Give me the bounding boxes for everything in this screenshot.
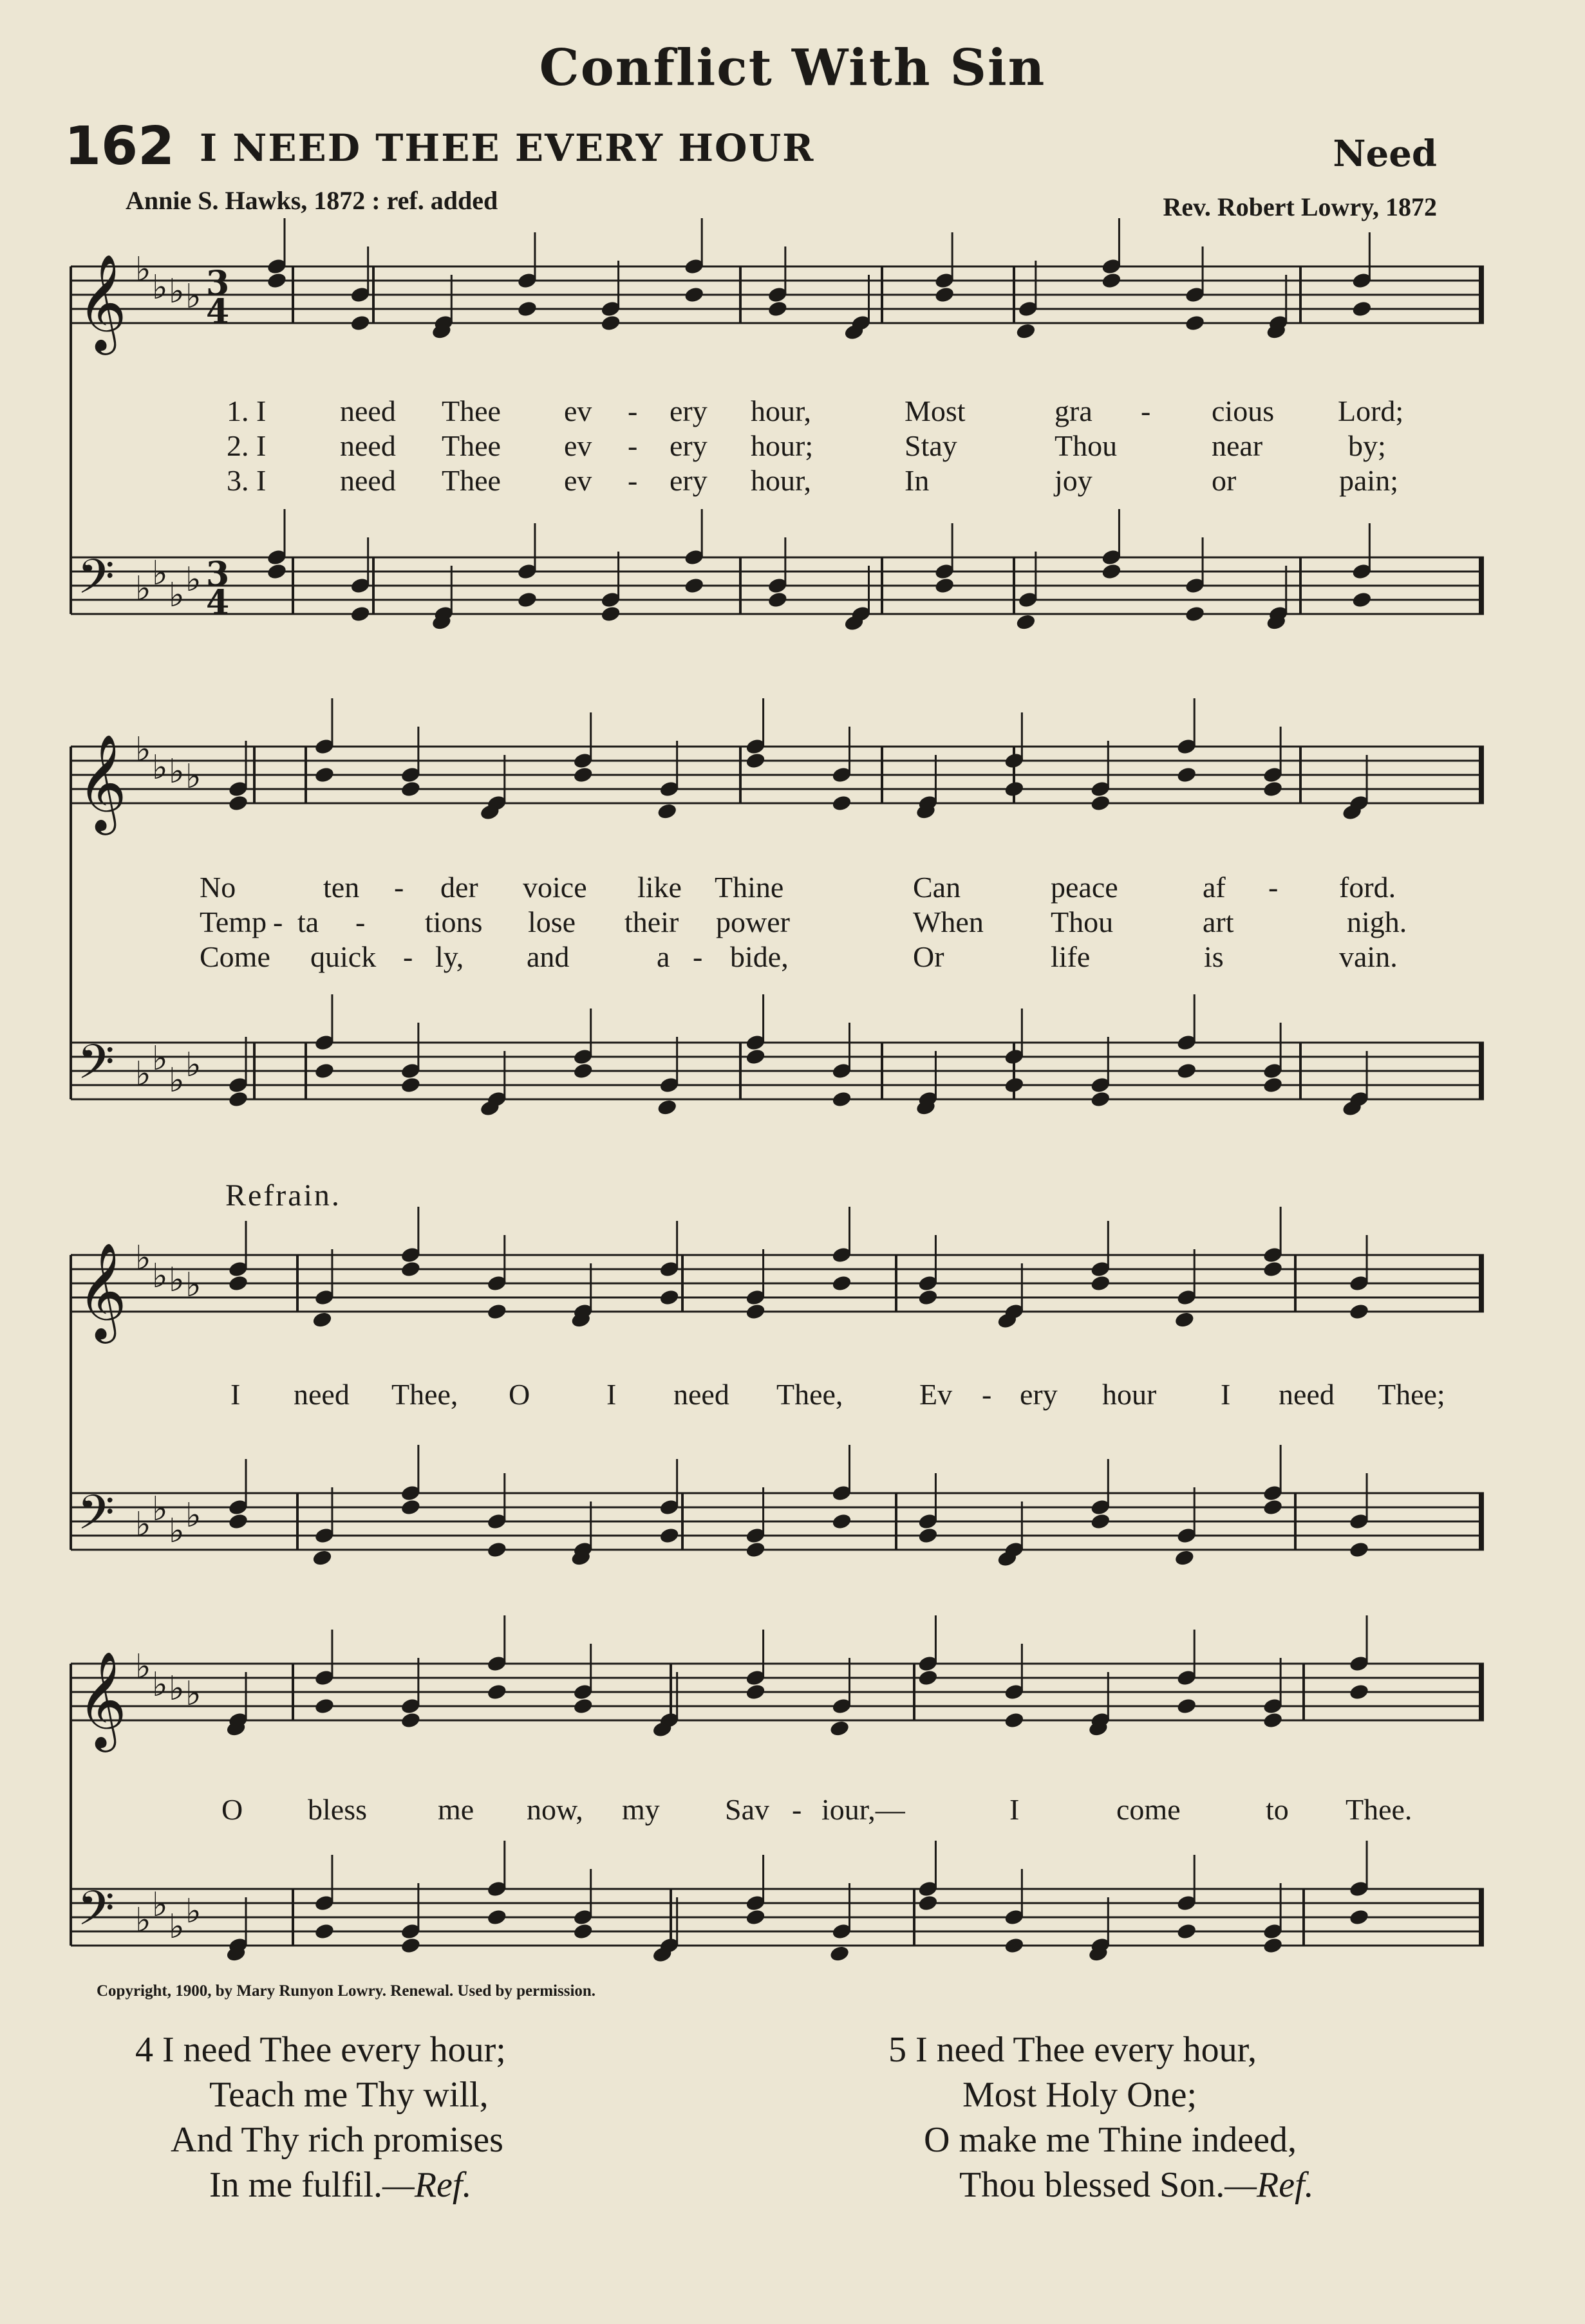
lyric-word: In: [905, 464, 930, 497]
note-head: [1176, 1062, 1197, 1080]
note-head: [1174, 1548, 1195, 1566]
note-head: [1351, 591, 1373, 609]
flat-sign: ♭: [185, 1266, 202, 1305]
stanza-line: Most Holy One;: [962, 2075, 1197, 2115]
lyric-word: I: [230, 1378, 241, 1411]
note-head: [1184, 605, 1205, 623]
author-credit: Annie S. Hawks, 1872 : ref. added: [126, 186, 498, 215]
note-head: [1348, 1541, 1369, 1559]
note-head: [657, 1098, 678, 1116]
lyric-word: 2. I: [227, 429, 267, 462]
flat-sign: ♭: [185, 1496, 202, 1535]
stanza-line: In me fulfil.: [209, 2165, 383, 2205]
note-head: [1090, 794, 1111, 812]
lyric-word: and: [527, 940, 570, 973]
note-head: [1004, 1711, 1025, 1729]
stanza-line: Teach me Thy will,: [209, 2075, 489, 2115]
note-head: [1090, 1512, 1111, 1530]
flat-sign: ♭: [169, 752, 185, 791]
note-head: [745, 1541, 766, 1559]
lyric-word: me: [438, 1793, 474, 1826]
lyric-word: -: [693, 940, 703, 973]
note-head: [314, 766, 335, 784]
flat-sign: ♭: [135, 1901, 151, 1940]
copyright-notice: Copyright, 1900, by Mary Runyon Lowry. Renewal. Used by permission.: [97, 1982, 596, 2000]
lyric-word: need: [340, 464, 396, 497]
stanza-line: 5 I need Thee every hour,: [888, 2030, 1257, 2070]
refrain-reference: —Ref.: [1224, 2165, 1314, 2205]
lyric-word: nigh.: [1347, 906, 1407, 938]
bass-clef: 𝄢: [77, 1881, 115, 1948]
note-head: [486, 1908, 507, 1926]
note-head: [600, 314, 621, 332]
note-head: [1176, 1697, 1197, 1715]
note-head: [400, 1937, 421, 1955]
lyric-word: -: [273, 906, 283, 938]
lyric-word: I: [1009, 1793, 1020, 1826]
flat-sign: ♭: [185, 1892, 202, 1931]
flat-sign: ♭: [152, 1039, 168, 1078]
note-head: [1174, 1310, 1195, 1328]
flat-sign: ♭: [169, 1669, 185, 1708]
flat-sign: ♭: [169, 1061, 185, 1100]
note-head: [745, 1908, 766, 1926]
lyric-word: -: [403, 940, 413, 973]
note-head: [266, 562, 287, 581]
flat-sign: ♭: [135, 250, 151, 289]
lyric-word: joy: [1055, 464, 1093, 497]
note-head: [1176, 1922, 1197, 1940]
lyric-word: Stay: [905, 429, 957, 462]
note-head: [486, 1683, 507, 1701]
lyric-word: O: [509, 1378, 530, 1411]
bass-clef: 𝄢: [77, 1034, 115, 1102]
note-head: [1262, 1937, 1284, 1955]
note-head: [227, 1090, 249, 1108]
stanza-4: [135, 2027, 506, 2208]
note-head: [1101, 562, 1122, 581]
stanza-line: 4 I need Thee every hour;: [135, 2030, 506, 2070]
lyric-word: their: [624, 906, 679, 938]
lyric-word: art: [1203, 906, 1234, 938]
flat-sign: ♭: [135, 1055, 151, 1093]
lyric-word: Come: [200, 940, 270, 973]
lyric-word: ev: [564, 429, 592, 462]
treble-clef: 𝄞: [77, 1650, 127, 1748]
lyric-word: ery: [670, 464, 708, 497]
lyric-word: power: [716, 906, 790, 938]
flat-sign: ♭: [185, 277, 202, 316]
refrain-reference: —Ref.: [382, 2165, 472, 2205]
lyric-word: Thou: [1051, 906, 1114, 938]
lyric-word: quick: [310, 940, 377, 973]
treble-clef: 𝄞: [77, 733, 127, 831]
lyric-word: like: [637, 871, 682, 904]
lyric-word: Ev: [919, 1378, 953, 1411]
lyric-word: -: [982, 1378, 992, 1411]
note-head: [314, 1062, 335, 1080]
flat-sign: ♭: [152, 1666, 168, 1704]
lyric-word: now,: [527, 1793, 583, 1826]
treble-clef: 𝄞: [77, 1241, 127, 1339]
lyric-word: Sav: [725, 1793, 769, 1826]
time-signature-top: 3: [206, 264, 230, 303]
note-head: [227, 1512, 249, 1530]
note-head: [266, 272, 287, 290]
note-head: [1262, 1711, 1284, 1729]
note-head: [1262, 1498, 1284, 1516]
lyric-word: Or: [913, 940, 944, 973]
lyric-word: -: [1268, 871, 1279, 904]
lyric-word: need: [294, 1378, 350, 1411]
lyric-word: ev: [564, 395, 592, 427]
flat-sign: ♭: [152, 268, 168, 307]
lyric-word: Thee: [442, 395, 501, 427]
note-head: [312, 1548, 333, 1566]
note-head: [486, 1303, 507, 1321]
lyric-word: 1. I: [227, 395, 267, 427]
lyric-word: hour,: [751, 464, 811, 497]
flat-sign: ♭: [169, 1908, 185, 1946]
note-head: [1101, 272, 1122, 290]
lyric-word: to: [1266, 1793, 1289, 1826]
note-head: [917, 1527, 939, 1545]
lyric-word: ford.: [1339, 871, 1396, 904]
lyric-word: or: [1212, 464, 1237, 497]
note-head: [400, 1498, 421, 1516]
time-signature-top: 3: [206, 555, 230, 594]
note-head: [1348, 1908, 1369, 1926]
lyric-word: lose: [528, 906, 576, 938]
lyric-word: -: [394, 871, 404, 904]
note-head: [1351, 300, 1373, 318]
section-title: Conflict With Sin: [539, 39, 1046, 97]
treble-clef: 𝄞: [77, 253, 127, 351]
flat-sign: ♭: [135, 1648, 151, 1686]
note-head: [767, 300, 788, 318]
lyric-word: cious: [1212, 395, 1275, 427]
refrain-label: Refrain.: [225, 1178, 341, 1213]
lyric-word: ery: [670, 395, 708, 427]
lyric-word: by;: [1348, 429, 1386, 462]
note-head: [1090, 1090, 1111, 1108]
stanza-line: And Thy rich promises: [171, 2120, 503, 2160]
lyric-word: a: [657, 940, 670, 973]
note-head: [572, 1062, 594, 1080]
tune-name: Need: [1333, 133, 1437, 175]
lyric-word: iour,—: [821, 1793, 905, 1826]
note-head: [1348, 1683, 1369, 1701]
flat-sign: ♭: [135, 570, 151, 608]
note-head: [684, 286, 705, 304]
lyric-word: Thine: [715, 871, 784, 904]
lyric-word: bless: [308, 1793, 367, 1826]
flat-sign: ♭: [152, 748, 168, 787]
lyric-word: need: [1279, 1378, 1335, 1411]
note-head: [227, 794, 249, 812]
note-head: [600, 605, 621, 623]
lyric-word: No: [200, 871, 236, 904]
flat-sign: ♭: [152, 1490, 168, 1529]
note-head: [400, 1711, 421, 1729]
note-head: [1348, 1303, 1369, 1321]
lyric-word: is: [1204, 940, 1224, 973]
note-head: [1262, 1076, 1284, 1094]
note-head: [917, 1894, 939, 1912]
note-head: [400, 1076, 421, 1094]
lyric-word: Thee: [442, 429, 501, 462]
flat-sign: ♭: [185, 561, 202, 599]
note-head: [1004, 780, 1025, 798]
lyric-word: need: [673, 1378, 729, 1411]
note-head: [657, 802, 678, 820]
bass-clef: 𝄢: [77, 549, 115, 617]
lyric-word: hour;: [751, 429, 814, 462]
lyric-word: ta: [297, 906, 319, 938]
flat-sign: ♭: [169, 1261, 185, 1299]
flat-sign: ♭: [135, 1505, 151, 1544]
lyric-word: ev: [564, 464, 592, 497]
flat-sign: ♭: [185, 758, 202, 796]
note-head: [1015, 322, 1036, 340]
lyric-word: Thou: [1055, 429, 1118, 462]
lyric-word: come: [1116, 1793, 1181, 1826]
note-head: [1004, 1076, 1025, 1094]
lyric-word: bide,: [730, 940, 789, 973]
lyric-word: I: [1221, 1378, 1231, 1411]
lyric-word: When: [913, 906, 984, 938]
lyric-word: near: [1212, 429, 1263, 462]
note-head: [829, 1944, 850, 1962]
flat-sign: ♭: [152, 554, 168, 593]
note-head: [684, 577, 705, 595]
note-head: [1262, 780, 1284, 798]
flat-sign: ♭: [169, 1512, 185, 1550]
flat-sign: ♭: [169, 576, 185, 615]
lyric-word: -: [628, 464, 638, 497]
stanza-line: Thou blessed Son.: [959, 2165, 1225, 2205]
lyric-word: my: [622, 1793, 660, 1826]
lyric-word: Lord;: [1338, 395, 1404, 427]
lyric-word: ery: [1020, 1378, 1058, 1411]
note-head: [917, 1669, 939, 1687]
lyric-word: -: [628, 395, 638, 427]
note-head: [350, 314, 371, 332]
lyric-word: Thee: [442, 464, 501, 497]
composer-credit: Rev. Robert Lowry, 1872: [1163, 192, 1437, 221]
stanza-5: [888, 2027, 1314, 2208]
note-head: [572, 1922, 594, 1940]
flat-sign: ♭: [135, 730, 151, 769]
lyric-word: voice: [523, 871, 587, 904]
lyric-word: Thee,: [391, 1378, 458, 1411]
lyric-word: ly,: [435, 940, 464, 973]
note-head: [767, 591, 788, 609]
note-head: [934, 577, 955, 595]
note-head: [831, 1274, 852, 1292]
note-head: [572, 1697, 594, 1715]
note-head: [745, 1683, 766, 1701]
note-head: [745, 1303, 766, 1321]
flat-sign: ♭: [185, 1675, 202, 1713]
flat-sign: ♭: [152, 1886, 168, 1924]
note-head: [516, 300, 538, 318]
note-head: [314, 1697, 335, 1715]
lyric-word: -: [355, 906, 366, 938]
note-head: [572, 766, 594, 784]
lyric-word: hour,: [751, 395, 811, 427]
note-head: [486, 1541, 507, 1559]
flat-sign: ♭: [152, 1257, 168, 1296]
lyric-word: 3. I: [227, 464, 267, 497]
lyric-word: ten: [323, 871, 360, 904]
note-head: [314, 1922, 335, 1940]
lyric-word: life: [1051, 940, 1091, 973]
flat-sign: ♭: [185, 1046, 202, 1084]
note-head: [831, 1090, 852, 1108]
note-head: [312, 1310, 333, 1328]
bass-clef: 𝄢: [77, 1485, 115, 1552]
lyric-word: need: [340, 395, 396, 427]
note-head: [400, 1260, 421, 1278]
note-head: [745, 752, 766, 770]
lyric-word: Thee.: [1346, 1793, 1412, 1826]
note-head: [745, 1048, 766, 1066]
note-head: [829, 1719, 850, 1737]
note-head: [1004, 1937, 1025, 1955]
note-head: [1090, 1274, 1111, 1292]
lyric-word: tions: [425, 906, 483, 938]
lyric-word: Thee,: [776, 1378, 843, 1411]
note-head: [1184, 314, 1205, 332]
flat-sign: ♭: [135, 1239, 151, 1278]
lyric-word: Most: [905, 395, 966, 427]
lyric-word: vain.: [1339, 940, 1398, 973]
note-head: [1176, 766, 1197, 784]
lyric-word: Temp: [200, 906, 267, 938]
lyric-word: ery: [670, 429, 708, 462]
note-head: [516, 591, 538, 609]
time-signature-bottom: 4: [206, 583, 230, 622]
lyric-word: need: [340, 429, 396, 462]
note-head: [1262, 1260, 1284, 1278]
lyric-word: -: [1141, 395, 1151, 427]
note-head: [917, 1288, 939, 1306]
lyric-word: pain;: [1339, 464, 1398, 497]
note-head: [350, 605, 371, 623]
lyric-word: I: [606, 1378, 617, 1411]
note-head: [400, 780, 421, 798]
note-head: [1015, 613, 1036, 631]
lyric-word: af: [1203, 871, 1226, 904]
hymn-number: 162: [64, 116, 175, 177]
lyric-word: hour: [1102, 1378, 1157, 1411]
lyric-word: -: [792, 1793, 802, 1826]
lyric-word: der: [440, 871, 478, 904]
note-head: [659, 1527, 680, 1545]
note-head: [659, 1288, 680, 1306]
flat-sign: ♭: [169, 272, 185, 311]
note-head: [227, 1274, 249, 1292]
time-signature-bottom: 4: [206, 292, 230, 331]
stanza-line: O make me Thine indeed,: [924, 2120, 1297, 2160]
note-head: [934, 286, 955, 304]
lyric-word: Thee;: [1378, 1378, 1445, 1411]
note-head: [831, 794, 852, 812]
lyric-word: peace: [1051, 871, 1118, 904]
lyric-word: Can: [913, 871, 961, 904]
note-head: [831, 1512, 852, 1530]
hymn-title: I NEED THEE EVERY HOUR: [200, 126, 815, 170]
lyric-word: O: [221, 1793, 243, 1826]
lyric-word: -: [628, 429, 638, 462]
lyric-word: gra: [1055, 395, 1093, 427]
